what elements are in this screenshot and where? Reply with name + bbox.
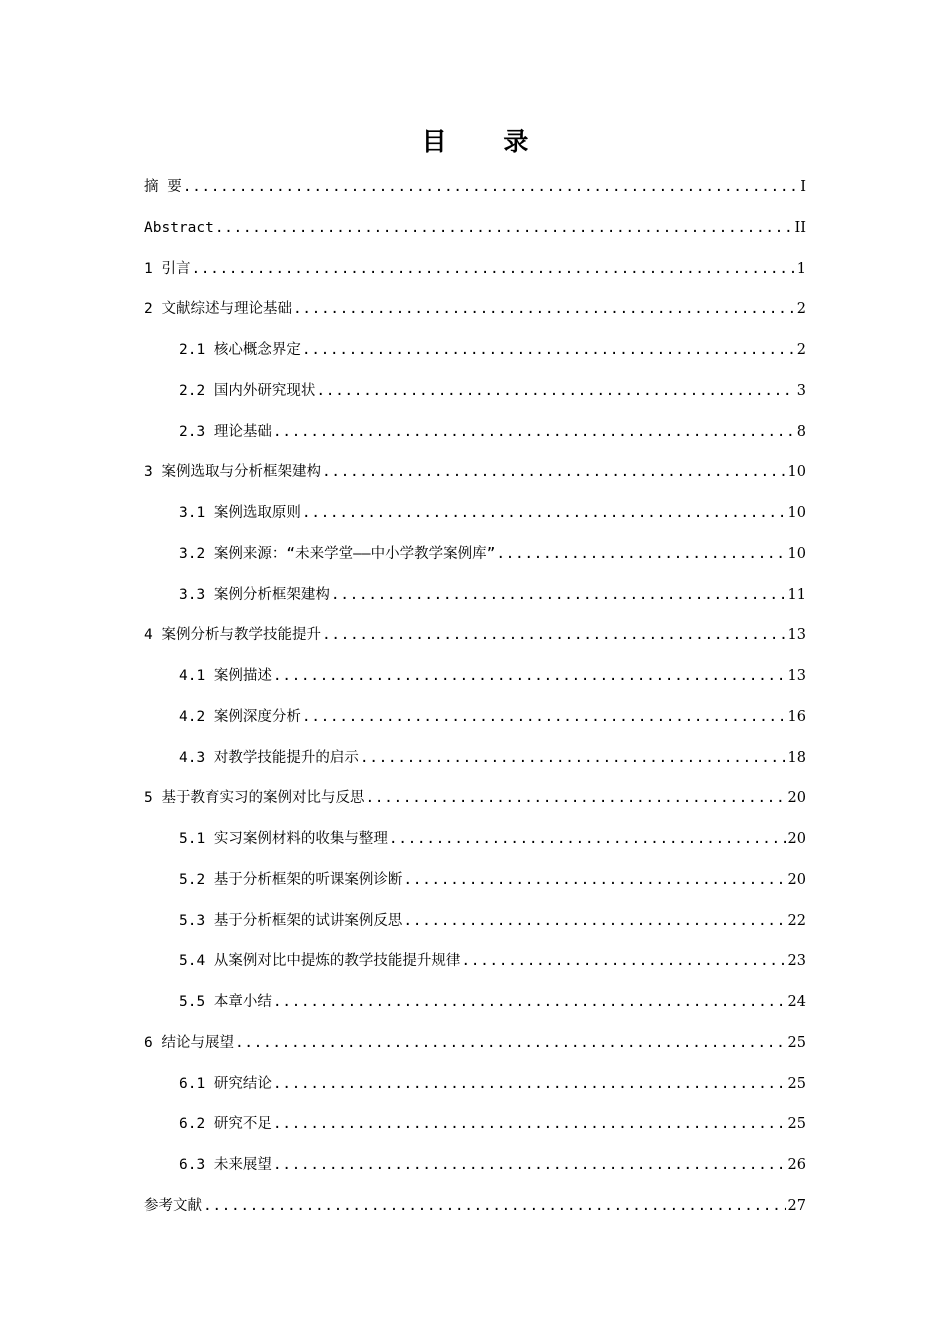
toc-subentry[interactable] xyxy=(144,575,806,616)
toc-subentry[interactable] xyxy=(144,1064,806,1105)
toc-dot-leader xyxy=(235,1023,786,1064)
toc-entry-page: 22 xyxy=(787,912,806,929)
toc-entry-label: 2.1 核心概念界定 xyxy=(179,342,301,358)
toc-dot-leader xyxy=(360,738,786,779)
toc-entry-page: I xyxy=(800,179,806,195)
toc-dot-leader xyxy=(403,860,785,901)
toc-entry-page: 11 xyxy=(787,586,806,603)
toc-entry-label: 6.2 研究不足 xyxy=(179,1116,272,1133)
toc-entry-page: 25 xyxy=(787,1034,806,1051)
toc-entry-page: 25 xyxy=(787,1116,806,1133)
toc-entry[interactable] xyxy=(144,615,806,656)
toc-entry-label: 6 结论与展望 xyxy=(144,1034,234,1051)
toc-entry-page: 10 xyxy=(787,505,806,521)
toc-entry-page: 16 xyxy=(787,708,806,725)
toc-entry-page: 20 xyxy=(787,871,806,888)
toc-entry-label: 4.1 案例描述 xyxy=(179,668,272,684)
toc-dot-leader xyxy=(302,330,795,371)
toc-subentry[interactable] xyxy=(144,330,806,371)
toc-entry-page: 27 xyxy=(787,1197,806,1214)
toc-entry-label: 5.5 本章小结 xyxy=(179,994,272,1010)
toc-subentry[interactable] xyxy=(144,1104,806,1145)
toc-subentry[interactable] xyxy=(144,738,806,779)
toc-subentry[interactable] xyxy=(144,819,806,860)
toc-dot-leader xyxy=(273,1145,786,1186)
toc-entry-label: 6.3 未来展望 xyxy=(179,1157,272,1173)
toc-subentry[interactable] xyxy=(144,493,806,534)
toc-dot-leader xyxy=(461,941,785,982)
toc-entry-label: 参考文献 xyxy=(144,1197,202,1214)
toc-subentry[interactable] xyxy=(144,697,806,738)
toc-dot-leader xyxy=(273,1104,786,1145)
toc-subentry[interactable] xyxy=(144,1145,806,1186)
toc-entry-label: 3.2 案例来源：“未来学堂——中小学教学案例库” xyxy=(179,545,496,562)
toc-dot-leader xyxy=(403,901,785,942)
toc-entry-page: 10 xyxy=(787,464,806,481)
toc-subentry[interactable] xyxy=(144,982,806,1023)
toc-entry-page: 2 xyxy=(796,342,806,358)
toc-entry-label: 4.3 对教学技能提升的启示 xyxy=(179,749,359,766)
toc-entry-page: 23 xyxy=(787,953,806,970)
toc-entry[interactable] xyxy=(144,1023,806,1064)
toc-dot-leader xyxy=(273,656,786,697)
toc-entry[interactable] xyxy=(144,167,806,208)
toc-entry-label: 摘 要 xyxy=(144,179,182,195)
toc-dot-leader xyxy=(322,452,786,493)
toc-entry-page: 1 xyxy=(796,260,806,277)
toc-entry[interactable] xyxy=(144,289,806,330)
toc-entry-label: 4 案例分析与教学技能提升 xyxy=(144,627,321,644)
toc-subentry[interactable] xyxy=(144,860,806,901)
toc-dot-leader xyxy=(273,412,795,453)
toc-dot-leader xyxy=(273,1064,786,1105)
toc-entry-label: 4.2 案例深度分析 xyxy=(179,708,301,725)
toc-entry-label: 1 引言 xyxy=(144,260,191,277)
toc-entry-label: 2.3 理论基础 xyxy=(179,423,272,440)
toc-entry-page: 2 xyxy=(796,301,806,318)
toc-entry-page: 25 xyxy=(787,1075,806,1092)
toc-entry-page: 20 xyxy=(787,831,806,847)
toc-entry-label: 6.1 研究结论 xyxy=(179,1075,272,1092)
toc-entry-page: 24 xyxy=(787,994,806,1010)
toc-entry[interactable] xyxy=(144,1186,806,1227)
toc-subentry[interactable] xyxy=(144,534,806,575)
toc-subentry[interactable] xyxy=(144,412,806,453)
toc-dot-leader xyxy=(302,493,786,534)
toc-entry-page: II xyxy=(794,219,806,236)
toc-entry-page: 10 xyxy=(787,545,806,562)
toc-dot-leader xyxy=(203,1186,786,1227)
toc-entry-label: 2.2 国内外研究现状 xyxy=(179,382,316,399)
table-of-contents xyxy=(144,167,806,1227)
toc-entry[interactable] xyxy=(144,249,806,290)
toc-title: 目 录 xyxy=(421,127,553,156)
toc-dot-leader xyxy=(389,819,786,860)
toc-entry-label: 3 案例选取与分析框架建构 xyxy=(144,464,321,481)
toc-entry-page: 13 xyxy=(787,668,806,684)
toc-dot-leader xyxy=(302,697,786,738)
toc-entry[interactable] xyxy=(144,452,806,493)
toc-entry-label: 3.1 案例选取原则 xyxy=(179,505,301,521)
toc-dot-leader xyxy=(365,778,785,819)
toc-entry-page: 3 xyxy=(796,382,806,399)
toc-entry-page: 13 xyxy=(787,627,806,644)
toc-entry-label: 3.3 案例分析框架建构 xyxy=(179,586,330,603)
toc-dot-leader xyxy=(316,371,794,412)
toc-entry-page: 18 xyxy=(787,749,806,766)
toc-entry[interactable] xyxy=(144,778,806,819)
toc-subentry[interactable] xyxy=(144,371,806,412)
toc-entry-page: 26 xyxy=(787,1157,806,1173)
toc-subentry[interactable] xyxy=(144,901,806,942)
toc-dot-leader xyxy=(273,982,786,1023)
toc-dot-leader xyxy=(293,289,795,330)
toc-entry-label: 5.4 从案例对比中提炼的教学技能提升规律 xyxy=(179,953,461,970)
toc-dot-leader xyxy=(331,575,786,616)
toc-entry-label: 5.3 基于分析框架的试讲案例反思 xyxy=(179,912,403,929)
toc-entry-page: 20 xyxy=(787,790,806,807)
toc-subentry[interactable] xyxy=(144,941,806,982)
toc-dot-leader xyxy=(496,534,785,575)
toc-subentry[interactable] xyxy=(144,656,806,697)
toc-dot-leader xyxy=(191,249,794,290)
toc-entry-label: 5.1 实习案例材料的收集与整理 xyxy=(179,831,388,847)
toc-entry-label: 5.2 基于分析框架的听课案例诊断 xyxy=(179,871,403,888)
toc-entry-page: 8 xyxy=(796,423,806,440)
toc-entry-label: Abstract xyxy=(144,219,214,236)
toc-dot-leader xyxy=(183,167,799,208)
toc-dot-leader xyxy=(322,615,786,656)
toc-dot-leader xyxy=(215,208,793,249)
toc-entry-label: 2 文献综述与理论基础 xyxy=(144,301,292,318)
toc-entry[interactable] xyxy=(144,208,806,249)
toc-entry-label: 5 基于教育实习的案例对比与反思 xyxy=(144,790,365,807)
